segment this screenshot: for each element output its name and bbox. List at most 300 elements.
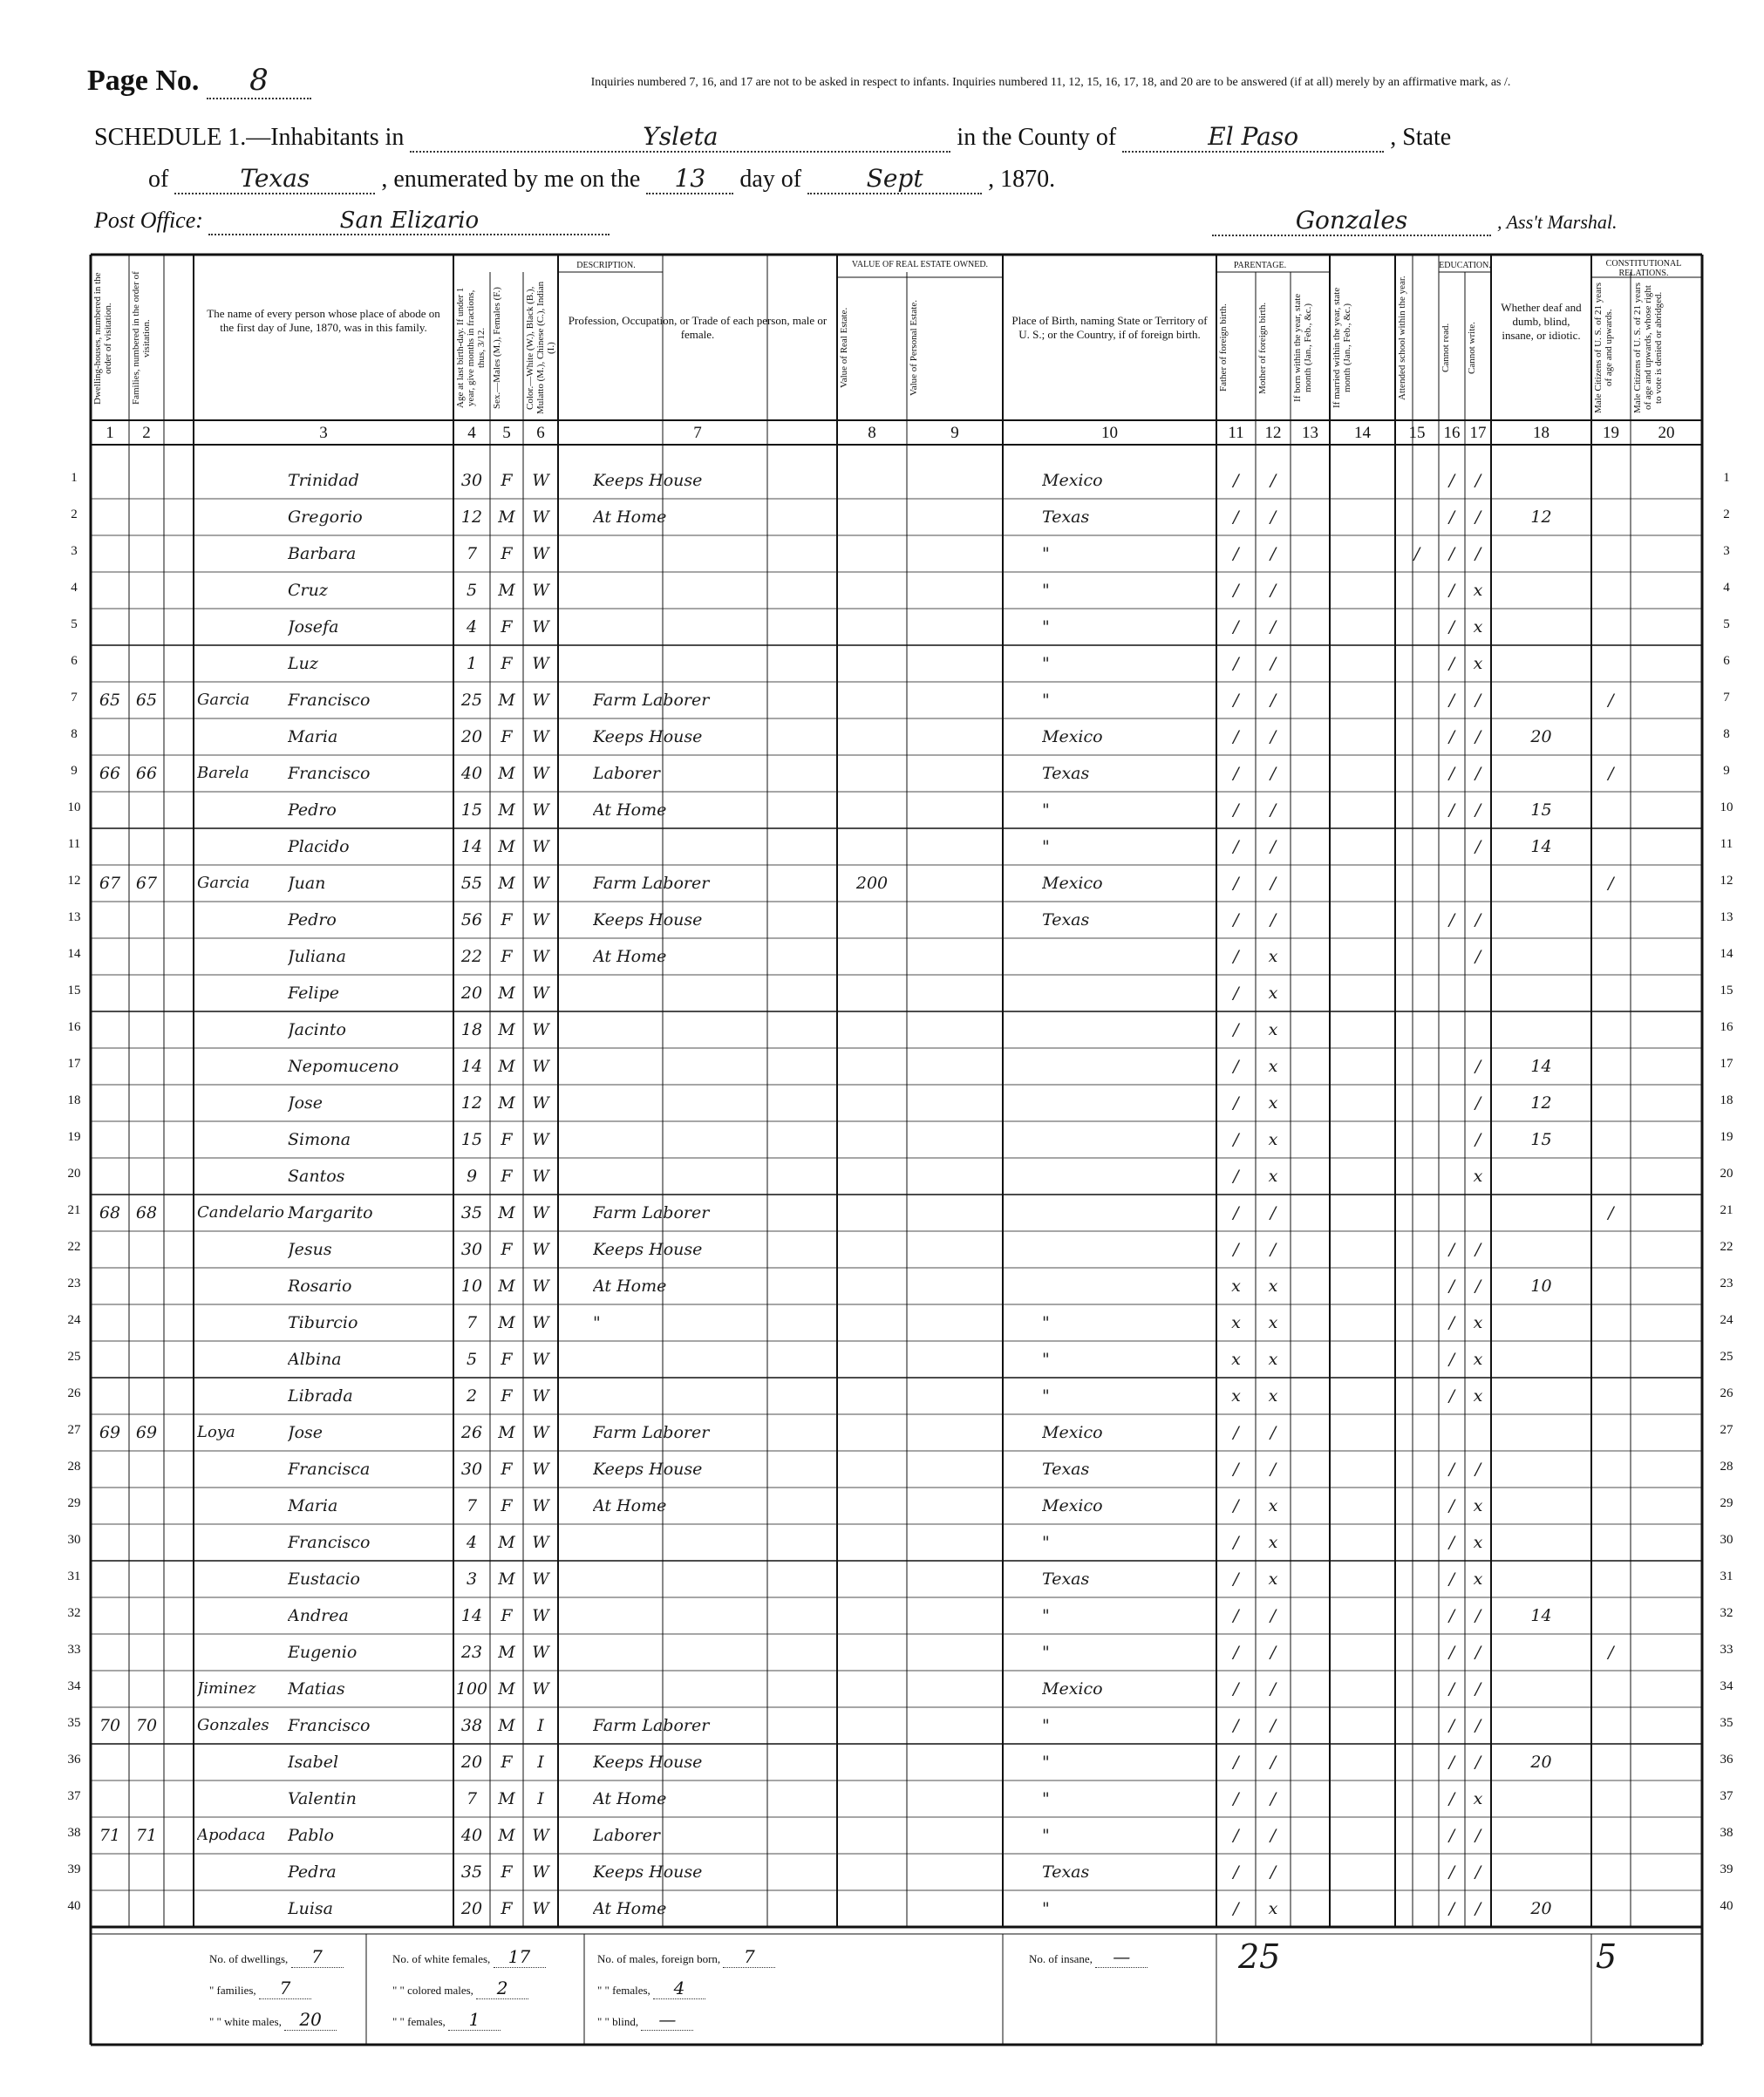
marshal-label: , Ass't Marshal. (1497, 211, 1618, 233)
color: W (532, 1899, 549, 1918)
father-foreign-mark: / (1233, 1862, 1239, 1882)
age: 7 (466, 1789, 478, 1808)
column-number-15: 15 (1408, 424, 1426, 442)
age: 30 (460, 1240, 483, 1259)
infirmity-or-age-note (1491, 572, 1591, 609)
age: 30 (460, 1460, 483, 1479)
family-number (129, 828, 164, 865)
infirmity-or-age-note (1491, 938, 1591, 975)
mother-foreign-mark: / (1270, 800, 1277, 820)
family-number (129, 572, 164, 609)
cannot-write-mark: x (1473, 617, 1483, 637)
line-number-right: 22 (1720, 1240, 1733, 1254)
column-number-5: 5 (502, 424, 511, 442)
line-number: 21 (67, 1203, 81, 1217)
age: 20 (460, 1899, 483, 1918)
column-header-8: Value of Real Estate. (839, 307, 849, 389)
occupation (593, 1085, 837, 1121)
dwelling-number (91, 1671, 129, 1707)
sex: M (498, 764, 515, 783)
dwelling-number (91, 462, 129, 499)
occupation: At Home (593, 800, 667, 820)
mother-foreign-mark: / (1270, 1789, 1277, 1808)
personal-estate-value (907, 938, 1003, 975)
personal-estate-value (907, 535, 1003, 572)
mother-foreign-mark: x (1268, 1057, 1278, 1076)
family-number (129, 499, 164, 535)
given-name: Juan (288, 874, 326, 893)
color: W (532, 507, 549, 527)
occupation (593, 828, 837, 865)
personal-estate-value (907, 1268, 1003, 1304)
vote-denied-mark (1631, 1597, 1702, 1634)
citizen-mark (1591, 1854, 1631, 1890)
color: W (532, 837, 549, 856)
infirmity-or-age-note (1491, 1524, 1591, 1561)
cannot-read-mark: / (1448, 581, 1455, 600)
age: 14 (460, 837, 483, 856)
column-number-11: 11 (1228, 424, 1244, 442)
real-estate-value (837, 1304, 907, 1341)
sex: F (501, 1496, 513, 1515)
occupation (593, 1121, 837, 1158)
given-name: Francisca (288, 1460, 371, 1479)
occupation: Keeps House (593, 471, 703, 490)
cannot-read-mark (1439, 1414, 1465, 1451)
state-label: , State (1390, 124, 1452, 151)
infirmity-or-age-note (1491, 902, 1591, 938)
mother-foreign-mark: / (1270, 837, 1277, 856)
vote-denied-mark (1631, 1195, 1702, 1231)
vote-denied-mark (1631, 1707, 1702, 1744)
column-header-7: Profession, Occupation, or Trade of each person, male or female. (568, 314, 828, 341)
attended-school-mark (1395, 1488, 1439, 1524)
given-name: Juliana (288, 947, 346, 966)
cannot-write-mark: / (1475, 544, 1481, 563)
vote-denied-mark (1631, 1561, 1702, 1597)
vote-denied-mark (1631, 718, 1702, 755)
attended-school-mark: / (1413, 544, 1420, 563)
occupation: Keeps House (593, 1240, 703, 1259)
father-foreign-mark: / (1233, 1057, 1239, 1076)
color: W (532, 1350, 549, 1369)
given-name: Felipe (288, 984, 339, 1003)
cannot-read-mark: / (1448, 1386, 1455, 1406)
real-estate-value (837, 1707, 907, 1744)
given-name: Jose (288, 1423, 324, 1442)
mother-foreign-mark: / (1270, 581, 1277, 600)
mother-foreign-mark: / (1270, 471, 1277, 490)
line-number: 38 (67, 1826, 81, 1840)
color: W (532, 617, 549, 637)
column-number-4: 4 (467, 424, 476, 442)
line-number-right: 6 (1723, 654, 1730, 668)
dwellings-label: No. of dwellings, (209, 1952, 289, 1965)
real-estate-value (837, 1011, 907, 1048)
enumerated-label: , enumerated by me on the (381, 166, 641, 193)
column-number-1: 1 (106, 424, 114, 442)
sex: F (501, 1167, 513, 1186)
column-number-3: 3 (319, 424, 328, 442)
dwelling-number (91, 1121, 129, 1158)
family-number (129, 1231, 164, 1268)
dwelling-number (91, 938, 129, 975)
attended-school-mark (1395, 1011, 1439, 1048)
mother-foreign-mark: / (1270, 1203, 1277, 1222)
age: 15 (460, 1130, 483, 1149)
sex: M (498, 1826, 515, 1845)
line-number-right: 10 (1720, 800, 1733, 814)
cannot-write-mark: / (1475, 727, 1481, 746)
real-estate-value (837, 1817, 907, 1854)
line-number: 36 (67, 1753, 81, 1767)
father-foreign-mark: / (1233, 617, 1239, 637)
birthplace: " (1042, 581, 1050, 600)
father-foreign-mark: / (1233, 1606, 1239, 1625)
mother-foreign-mark: x (1268, 1167, 1278, 1186)
line-number-right: 29 (1720, 1496, 1733, 1510)
cannot-write-mark: / (1475, 910, 1481, 929)
family-number: 70 (135, 1716, 158, 1735)
given-name: Josefa (288, 617, 339, 637)
sex: F (501, 1350, 513, 1369)
sex: M (498, 1057, 515, 1076)
line-number: 18 (67, 1093, 81, 1107)
mother-foreign-mark: x (1268, 1899, 1278, 1918)
line-number-right: 26 (1720, 1386, 1733, 1400)
father-foreign-mark: / (1233, 581, 1239, 600)
attended-school-mark (1395, 1817, 1439, 1854)
sex: F (501, 617, 513, 637)
occupation: Keeps House (593, 1862, 703, 1882)
real-estate-value (837, 1414, 907, 1451)
line-number: 17 (67, 1057, 81, 1071)
citizen-mark (1591, 1671, 1631, 1707)
citizen-mark (1591, 792, 1631, 828)
occupation: At Home (593, 1277, 667, 1296)
personal-estate-value (907, 1085, 1003, 1121)
cannot-read-mark: / (1448, 727, 1455, 746)
line-number: 14 (67, 947, 81, 961)
attended-school-mark (1395, 975, 1439, 1011)
colored-males-label: " " colored males, (392, 1984, 473, 1997)
vote-denied-mark (1631, 828, 1702, 865)
dwelling-number (91, 1158, 129, 1195)
color: I (537, 1716, 544, 1735)
real-estate-value (837, 1634, 907, 1671)
given-name: Luz (288, 654, 318, 673)
footer-colored-females (392, 2009, 501, 2031)
dwelling-number (91, 572, 129, 609)
column-header-3: The name of every person whose place of abode on the first day of June, 1870, was in this family. (207, 307, 440, 334)
vote-denied-mark (1631, 499, 1702, 535)
citizen-mark (1591, 1890, 1631, 1927)
column-number-12: 12 (1264, 424, 1282, 442)
sex: F (501, 1130, 513, 1149)
given-name: Jose (288, 1093, 324, 1113)
mother-foreign-mark: / (1270, 1716, 1277, 1735)
line-number: 26 (67, 1386, 81, 1400)
mother-foreign-mark: / (1270, 1862, 1277, 1882)
column-number-2: 2 (142, 424, 151, 442)
footer-families (209, 1978, 311, 1999)
cannot-write-mark: x (1473, 1167, 1483, 1186)
color: W (532, 984, 549, 1003)
citizen-mark (1591, 1488, 1631, 1524)
color: W (532, 471, 549, 490)
citizen-mark: / (1608, 1203, 1614, 1222)
attended-school-mark (1395, 1597, 1439, 1634)
personal-estate-value (907, 1561, 1003, 1597)
mother-foreign-mark: / (1270, 507, 1277, 527)
infirmity-or-age-note (1491, 1378, 1591, 1414)
family-number: 65 (135, 691, 158, 710)
mother-foreign-mark: / (1270, 1240, 1277, 1259)
line-number-right: 19 (1720, 1130, 1733, 1144)
attended-school-mark (1395, 1195, 1439, 1231)
cannot-read-mark: / (1448, 1569, 1455, 1589)
real-estate-value (837, 902, 907, 938)
age: 55 (460, 874, 483, 893)
column-header-2: Families, numbered in the order of visitation. (131, 271, 152, 405)
birthplace: " (1042, 1826, 1050, 1845)
personal-estate-value (907, 609, 1003, 645)
sex: M (498, 507, 515, 527)
vote-denied-mark (1631, 1231, 1702, 1268)
birthplace (1042, 1231, 1216, 1268)
cannot-read-mark (1439, 975, 1465, 1011)
father-foreign-mark: / (1233, 910, 1239, 929)
age: 14 (460, 1606, 483, 1625)
vote-denied-mark (1631, 1304, 1702, 1341)
foreign-males-count: 7 (723, 1946, 775, 1968)
sex: F (501, 1386, 513, 1406)
color: W (532, 1130, 549, 1149)
group-parentage: PARENTAGE. (1233, 261, 1287, 270)
line-number: 6 (71, 654, 78, 668)
father-foreign-mark: / (1233, 1899, 1239, 1918)
dwelling-number (91, 792, 129, 828)
line-number-right: 31 (1720, 1569, 1733, 1583)
infirmity-or-age-note (1491, 682, 1591, 718)
personal-estate-value (907, 718, 1003, 755)
mother-foreign-mark: / (1270, 1606, 1277, 1625)
vote-denied-mark (1631, 1488, 1702, 1524)
column-number-20: 20 (1658, 424, 1675, 442)
given-name: Margarito (288, 1203, 373, 1222)
vote-denied-mark (1631, 1744, 1702, 1780)
age: 12 (460, 1093, 483, 1113)
vote-denied-mark (1631, 938, 1702, 975)
white-males-label: " " white males, (209, 2015, 282, 2028)
given-name: Pedro (288, 910, 337, 929)
birthplace: Mexico (1042, 727, 1103, 746)
infirmity-or-age-note (1491, 1634, 1591, 1671)
cannot-write-mark: / (1475, 1240, 1481, 1259)
line-number-right: 5 (1723, 617, 1730, 631)
personal-estate-value (907, 1048, 1003, 1085)
line-number: 5 (71, 617, 78, 631)
cannot-read-mark (1439, 1195, 1465, 1231)
father-foreign-mark: / (1233, 1460, 1239, 1479)
surname: Barela (197, 764, 249, 782)
color: W (532, 874, 549, 893)
real-estate-value (837, 1451, 907, 1488)
page-number: 8 (207, 63, 311, 99)
attended-school-mark (1395, 499, 1439, 535)
age: 7 (466, 1496, 478, 1515)
surname: Garcia (197, 874, 250, 892)
age: 38 (460, 1716, 483, 1735)
attended-school-mark (1395, 718, 1439, 755)
cannot-read-mark: / (1448, 1313, 1455, 1332)
enumeration-day: 13 (646, 164, 733, 194)
line-number: 9 (71, 764, 78, 778)
sex: F (501, 727, 513, 746)
citizen-mark (1591, 1561, 1631, 1597)
sex: M (498, 1643, 515, 1662)
cannot-read-mark: / (1448, 910, 1455, 929)
birthplace: Texas (1042, 764, 1090, 783)
attended-school-mark (1395, 828, 1439, 865)
attended-school-mark (1395, 1451, 1439, 1488)
birthplace: Mexico (1042, 471, 1103, 490)
page-number-label: Page No. (87, 65, 200, 97)
group-education: EDUCATION. (1439, 261, 1491, 270)
footer-blind (597, 2009, 693, 2031)
post-office-label: Post Office: (94, 208, 203, 233)
cannot-read-mark: / (1448, 1496, 1455, 1515)
line-number: 8 (71, 727, 78, 741)
dwelling-number (91, 535, 129, 572)
attended-school-mark (1395, 1121, 1439, 1158)
dwelling-number (91, 718, 129, 755)
line-number-right: 4 (1723, 581, 1730, 595)
cannot-write-mark: / (1475, 764, 1481, 783)
father-foreign-mark: / (1233, 764, 1239, 783)
real-estate-value (837, 1231, 907, 1268)
birthplace: " (1042, 1533, 1050, 1552)
column-header-18: Whether deaf and dumb, blind, insane, or idiotic. (1501, 301, 1582, 342)
color: W (532, 1569, 549, 1589)
birthplace: " (1042, 1789, 1050, 1808)
line-number: 35 (67, 1716, 81, 1730)
given-name: Francisco (288, 691, 371, 710)
cannot-write-mark: / (1475, 1862, 1481, 1882)
family-number (129, 718, 164, 755)
surname: Candelario (197, 1203, 284, 1222)
line-number-right: 18 (1720, 1093, 1733, 1107)
birthplace: Mexico (1042, 1679, 1103, 1699)
vote-denied-mark (1631, 865, 1702, 902)
personal-estate-value (907, 462, 1003, 499)
line-number: 19 (67, 1130, 81, 1144)
cannot-read-mark: / (1448, 764, 1455, 783)
cannot-write-mark: / (1475, 1716, 1481, 1735)
citizen-mark (1591, 1158, 1631, 1195)
day-of-label: day of (739, 166, 802, 193)
insane-label: No. of insane, (1029, 1952, 1093, 1965)
sex: M (498, 1569, 515, 1589)
cannot-read-mark: / (1448, 544, 1455, 563)
line-number-right: 27 (1720, 1423, 1733, 1437)
color: W (532, 910, 549, 929)
color: W (532, 947, 549, 966)
color: W (532, 544, 549, 563)
mother-foreign-mark: / (1270, 764, 1277, 783)
occupation (593, 1048, 837, 1085)
birthplace: " (1042, 1899, 1050, 1918)
cannot-write-mark: x (1473, 1386, 1483, 1406)
personal-estate-value (907, 1817, 1003, 1854)
cannot-write-mark (1465, 975, 1491, 1011)
real-estate-value (837, 645, 907, 682)
age: 30 (460, 471, 483, 490)
color: I (537, 1753, 544, 1772)
father-foreign-mark: / (1233, 654, 1239, 673)
line-number: 34 (67, 1679, 81, 1693)
real-estate-value (837, 1854, 907, 1890)
footer-white-males (209, 2009, 337, 2031)
real-estate-value (837, 1488, 907, 1524)
attended-school-mark (1395, 1048, 1439, 1085)
column-header-15: Attended school within the year. (1397, 276, 1407, 401)
citizen-mark: / (1608, 691, 1614, 710)
line-number-right: 40 (1720, 1899, 1733, 1913)
cannot-read-mark: / (1448, 1240, 1455, 1259)
mother-foreign-mark: x (1268, 1569, 1278, 1589)
cannot-write-mark (1465, 1195, 1491, 1231)
line-number: 2 (71, 507, 78, 521)
family-number (129, 1744, 164, 1780)
citizen-mark: / (1608, 1643, 1614, 1662)
line-number: 23 (67, 1277, 81, 1290)
column-number-19: 19 (1603, 424, 1619, 442)
vote-denied-mark (1631, 1780, 1702, 1817)
group-value-estate: VALUE OF REAL ESTATE OWNED. (851, 260, 989, 269)
color: W (532, 800, 549, 820)
personal-estate-value (907, 645, 1003, 682)
sex: M (498, 1423, 515, 1442)
color: W (532, 764, 549, 783)
real-estate-value (837, 1268, 907, 1304)
instructions: Inquiries numbered 7, 16, and 17 are not to be asked in respect to infants. Inquiries numbered 11, 12, 15, 16, 17, 18, and 20 are to be answered (if at all) merely by an affirmative mark, as /. (590, 76, 1511, 89)
column-header-19: Male Citizens of U. S. of 21 years of age and upwards. (1593, 283, 1614, 413)
cannot-write-mark: / (1475, 1753, 1481, 1772)
cannot-write-mark: / (1475, 1899, 1481, 1918)
infirmity-or-age-note (1491, 755, 1591, 792)
dwelling-number: 66 (99, 764, 121, 783)
father-foreign-mark: / (1233, 947, 1239, 966)
family-number (129, 1304, 164, 1341)
personal-estate-value (907, 1780, 1003, 1817)
line-number: 27 (67, 1423, 81, 1437)
age: 40 (460, 1826, 483, 1845)
real-estate-value (837, 462, 907, 499)
mother-foreign-mark: x (1268, 984, 1278, 1003)
infirmity-or-age-note: 14 (1530, 1057, 1552, 1076)
line-number-right: 33 (1720, 1643, 1733, 1657)
footer-parentage-total (1238, 1937, 1280, 1976)
sex: M (498, 800, 515, 820)
real-estate-value (837, 499, 907, 535)
occupation: At Home (593, 507, 667, 527)
infirmity-or-age-note (1491, 1561, 1591, 1597)
dwelling-number: 69 (99, 1423, 121, 1442)
vote-denied-mark (1631, 1011, 1702, 1048)
family-number (129, 1780, 164, 1817)
age: 7 (466, 1313, 478, 1332)
